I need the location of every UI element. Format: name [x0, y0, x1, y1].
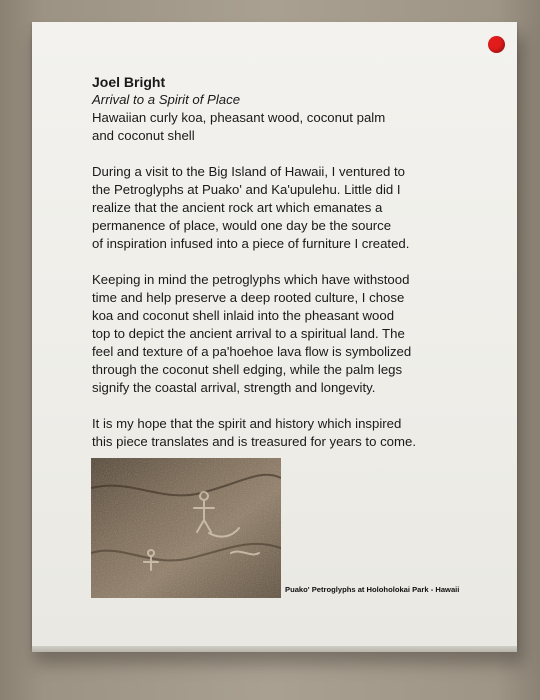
photo-caption: Puako' Petroglyphs at Holoholokai Park - Hawaii	[285, 585, 460, 594]
placard-edge	[32, 646, 517, 652]
placard-text	[92, 73, 452, 451]
artist-name: Joel Bright	[92, 74, 166, 90]
paragraph-line: realize that the ancient rock art which emanates a	[92, 200, 383, 215]
artwork-medium-line-1: Hawaiian curly koa, pheasant wood, coconut palm	[92, 110, 386, 125]
red-dot-sticker	[488, 36, 505, 53]
petroglyph-photo	[91, 458, 281, 598]
paragraph-line: time and help preserve a deep rooted culture, I chose	[92, 290, 405, 305]
paragraph-line: It is my hope that the spirit and history which inspired	[92, 416, 402, 431]
statement-paragraph-1	[92, 163, 452, 253]
paragraph-line: top to depict the ancient arrival to a spiritual land. The	[92, 326, 405, 341]
petroglyph-rock-image	[91, 458, 281, 598]
artwork-title: Arrival to a Spirit of Place	[92, 92, 241, 107]
paragraph-line: the Petroglyphs at Puako' and Ka'upulehu. Little did I	[92, 182, 401, 197]
statement-paragraph-2	[92, 271, 452, 397]
paragraph-line: signify the coastal arrival, strength and longevity.	[92, 380, 376, 395]
artwork-medium-line-2: and coconut shell	[92, 128, 195, 143]
paragraph-line: feel and texture of a pa'hoehoe lava flow is symbolized	[92, 344, 412, 359]
statement-paragraph-3	[92, 415, 452, 451]
paragraph-line: through the coconut shell edging, while the palm legs	[92, 362, 403, 377]
paragraph-line: this piece translates and is treasured for years to come.	[92, 434, 416, 449]
paragraph-line: of inspiration infused into a piece of furniture I created.	[92, 236, 410, 251]
paragraph-line: koa and coconut shell inlaid into the pheasant wood	[92, 308, 395, 323]
paragraph-line: Keeping in mind the petroglyphs which have withstood	[92, 272, 410, 287]
paragraph-line: During a visit to the Big Island of Hawaii, I ventured to	[92, 164, 405, 179]
paragraph-line: permanence of place, would one day be the source	[92, 218, 392, 233]
